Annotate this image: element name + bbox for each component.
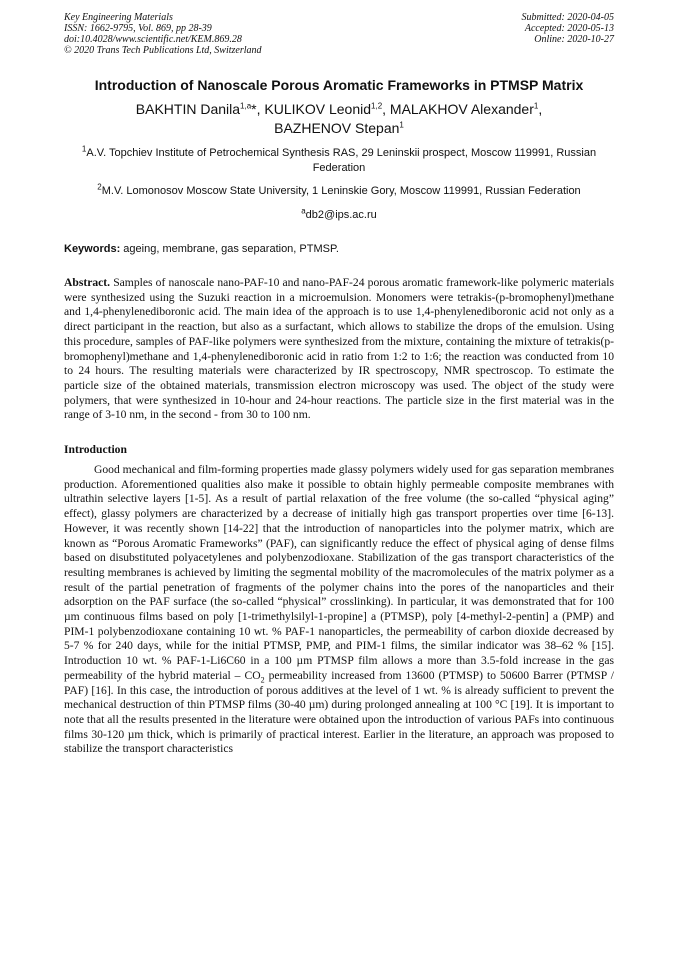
email-address[interactable]: db2@ips.ac.ru — [305, 209, 377, 221]
author-affil-sup: 1,2 — [371, 101, 383, 111]
header-right — [522, 12, 615, 56]
affiliation-text: A.V. Topchiev Institute of Petrochemical Synthesis RAS, 29 Leninskii prospect, Moscow 119991, Russian Federation — [86, 147, 597, 174]
introduction-text-part1: Good mechanical and film-forming properties made glassy polymers widely used for gas separation membranes production. Aforementioned qualities also make it possible to obtain highly permeable composite membranes with ultrathin selective layers [1-5]. As a result of partial relaxation of the free volume (the so-called “physical aging” effect), glassy polymers are characterized by a decrease of initially high gas transport properties over time [6-13]. However, it was recently shown [14-22] that the introduction of nanoparticles into the polymer matrix, which are known as “Porous Aromatic Frameworks” (PAF), can significantly reduce the effect of physical aging of dense films based on disubstituted polyacetylenes and polybenzodioxane. Stabilization of the gas transport characteristics of the resulting membranes is achieved by limiting the segmental mobility of the macromolecules of the matrix polymer as a result of the partial penetration of fragments of the polymer chains into the pores of the nanoparticles and their adsorption on the PAF surface (the so-called “physical” crosslinking). In particular, it was demonstrated that for 100 µm continuous films based on poly [1-trimethylsilyl-1-propine] a (PTMSP), poly [4-methyl-2-pentin] a (PMP) and PIM-1 polybenzodioxane containing 10 wt. % PAF-1 nanoparticles, the permeability of carbon dioxide decreased by 5-7 % for 240 days, while for the initial PTMSP, PMP, and PIM-1 films, the similar indicator was 38–62 % [15]. Introduction 10 wt. % PAF-1-Li6C60 in a 100 µm PTMSP film allows a more than 3.5-fold increase in the gas permeability of the hybrid material – CO — [64, 463, 614, 682]
author-name: KULIKOV Leonid — [264, 101, 372, 117]
email-sup: a — [301, 206, 306, 216]
abstract-label: Abstract. — [64, 276, 111, 289]
author-list — [84, 100, 594, 138]
introduction-paragraph — [64, 463, 614, 757]
section-heading-introduction: Introduction — [64, 443, 127, 457]
affiliation-sup: 1 — [81, 144, 87, 154]
journal-name: Key Engineering Materials — [64, 12, 173, 23]
co2-subscript: 2 — [260, 675, 265, 685]
issn-line: ISSN: 1662-9795, Vol. 869, pp 28-39 — [64, 23, 212, 34]
doi-line: doi:10.4028/www.scientific.net/KEM.869.28 — [64, 34, 242, 45]
author-affil-sup: 1,a — [240, 101, 252, 111]
keywords-text: ageing, membrane, gas separation, PTMSP. — [120, 243, 339, 255]
keywords-label: Keywords: — [64, 243, 121, 255]
affiliation-1 — [74, 146, 604, 176]
author-separator: , — [382, 101, 390, 117]
online-date: Online: 2020-10-27 — [534, 34, 614, 45]
author-name: BAZHENOV Stepan — [274, 120, 400, 136]
affiliation-sup: 2 — [97, 182, 102, 192]
author-separator: , — [538, 101, 543, 117]
affiliation-text: M.V. Lomonosov Moscow State University, 1 Leninskie Gory, Moscow 119991, Russian Federation — [101, 185, 581, 197]
keywords — [64, 242, 614, 256]
abstract — [64, 276, 614, 423]
header-left — [64, 12, 262, 56]
author-affil-sup: 1 — [399, 120, 404, 130]
author-affil-sup: 1 — [533, 101, 539, 111]
introduction-text-part2: permeability increased from 13600 (PTMSP) to 50600 Barrer (PTMSP / PAF) [16]. In this case, the introduction of porous additives at the level of 1 wt. % is already sufficient to prevent the mechanical destruction of thin PTMSP films (30-40 µm) during prolonged annealing at 100 °C [19]. It is important to note that all the results presented in the literature were obtained upon the introduction of various PAFs into continuous films 30-120 µm thick, which is primarily of practical interest. Earlier in the literature, an approach was proposed to stabilize the transport characteristics — [64, 668, 614, 756]
abstract-text: Samples of nanoscale nano-PAF-10 and nano-PAF-24 porous aromatic framework-like polymeric materials were synthesized using the Suzuki reaction in a microemulsion. Monomers were tetrakis-(p-bromophenyl)methane and 1,4-phenylenediboronic acid. The main idea of the approach is to use 1,4-phenylenediboronic acid not only as a direct participant in the reaction, but also as a surfactant, which allows to stabilize the drops of the emulsion. Using this procedure, samples of PAF-like polymers were synthesized from the mixture, containing the mixture of tetrakis(p-bromophenyl)methane and 1,4-phenylenediboronic acid in ratio from 1:2 to 1:6; the reaction was conducted from 10 to 24 hours. The resulting materials were characterized by IR spectroscopy, NMR spectroscop. To estimate the particle size of the obtained materials, transmission electron microscopy was used. The object of the study were polymers, that were synthesized in 10-hour and 24-hour reactions. The particle size in the first material was in the range of 3-10 nm, in the second - from 30 to 100 nm. — [64, 276, 614, 422]
accepted-date: Accepted: 2020-05-13 — [524, 23, 614, 34]
submitted-date: Submitted: 2020-04-05 — [521, 12, 614, 23]
copyright-line: © 2020 Trans Tech Publications Ltd, Switzerland — [64, 45, 262, 56]
author-email — [64, 208, 614, 223]
affiliation-2 — [74, 184, 604, 199]
author-name: BAKHTIN Danila — [135, 101, 241, 117]
author-name: MALAKHOV Alexander — [389, 101, 534, 117]
journal-header — [64, 12, 614, 56]
paper-title: Introduction of Nanoscale Porous Aromatic Frameworks in PTMSP Matrix — [94, 77, 584, 93]
corresponding-mark: *, — [251, 101, 265, 117]
